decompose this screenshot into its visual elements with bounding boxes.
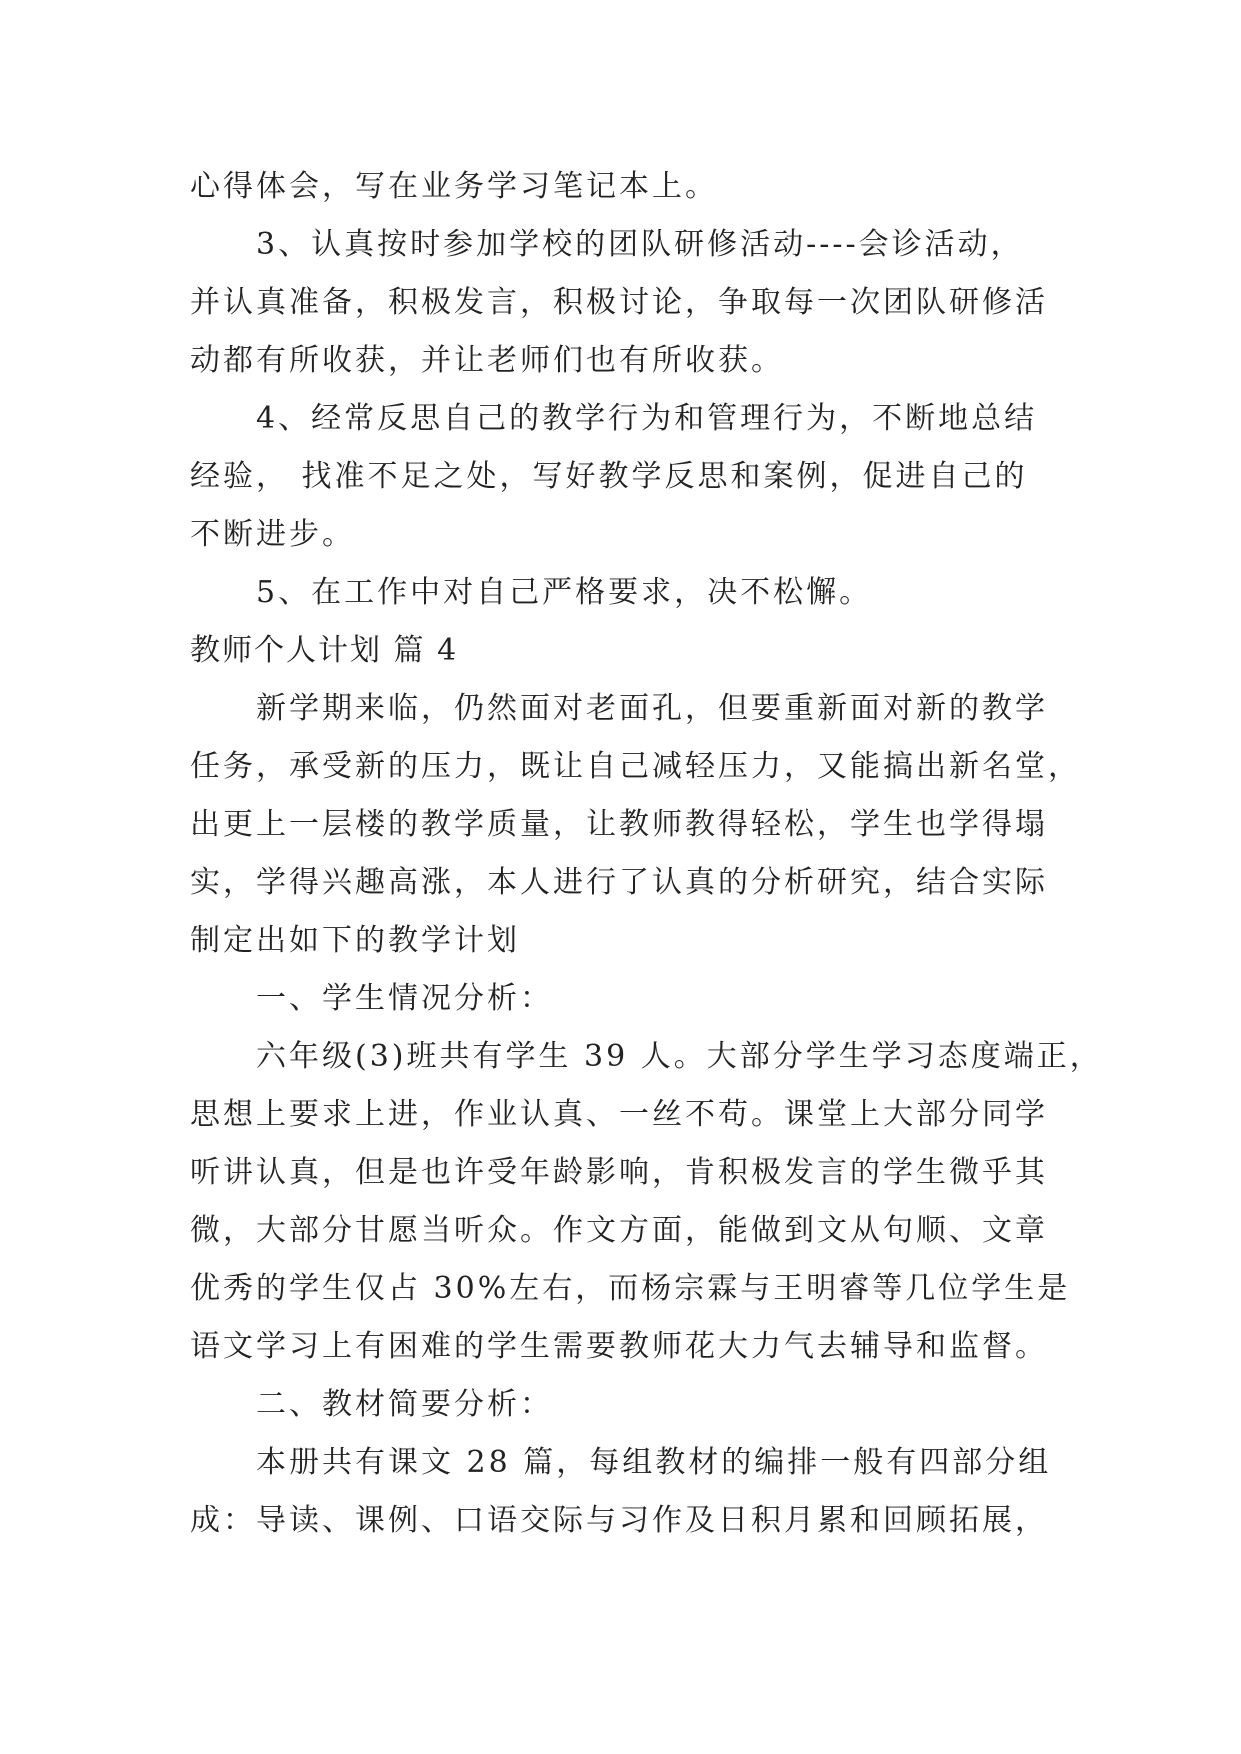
- text-line: 心得体会，写在业务学习笔记本上。: [190, 169, 718, 204]
- document-body: [190, 158, 1103, 1550]
- text-line: 并认真准备，积极发言，积极讨论，争取每一次团队研修活: [190, 285, 1048, 320]
- subheading-student-analysis: 一、学生情况分析：: [256, 981, 553, 1016]
- text-line: 经验， 找准不足之处，写好教学反思和案例，促进自己的: [190, 459, 1028, 494]
- text-line: 思想上要求上进，作业认真、一丝不苟。课堂上大部分同学: [190, 1097, 1048, 1132]
- text-line: 制定出如下的教学计划: [190, 923, 520, 958]
- text-line: 语文学习上有困难的学生需要教师花大力气去辅导和监督。: [190, 1329, 1048, 1364]
- text-line: 微，大部分甘愿当听众。作文方面，能做到文从句顺、文章: [190, 1213, 1048, 1248]
- text-line: 动都有所收获，并让老师们也有所收获。: [190, 343, 784, 378]
- text-line: 不断进步。: [190, 517, 355, 552]
- text-line: 出更上一层楼的教学质量，让教师教得轻松，学生也学得塌: [190, 807, 1048, 842]
- list-item-5: 5、在工作中对自己严格要求，决不松懈。: [256, 575, 873, 610]
- paragraph-start: 新学期来临，仍然面对老面孔，但要重新面对新的教学: [256, 691, 1048, 726]
- list-item-4: 4、经常反思自己的教学行为和管理行为，不断地总结: [256, 401, 1038, 436]
- paragraph-start: 本册共有课文 28 篇，每组教材的编排一般有四部分组: [256, 1445, 1052, 1480]
- list-item-3: 3、认真按时参加学校的团队研修活动----会诊活动，: [256, 227, 1024, 262]
- paragraph-start: 六年级(3)班共有学生 39 人。大部分学生学习态度端正，: [256, 1039, 1103, 1074]
- section-heading: 教师个人计划 篇 4: [190, 633, 459, 668]
- text-line: 成：导读、课例、口语交际与习作及日积月累和回顾拓展，: [190, 1503, 1048, 1538]
- subheading-textbook-analysis: 二、教材简要分析：: [256, 1387, 553, 1422]
- text-line: 听讲认真，但是也许受年龄影响，肯积极发言的学生微乎其: [190, 1155, 1048, 1190]
- text-line: 实，学得兴趣高涨，本人进行了认真的分析研究，结合实际: [190, 865, 1048, 900]
- text-line: 任务，承受新的压力，既让自己减轻压力，又能搞出新名堂，: [190, 749, 1081, 784]
- text-line: 优秀的学生仅占 30%左右，而杨宗霖与王明睿等几位学生是: [190, 1271, 1071, 1306]
